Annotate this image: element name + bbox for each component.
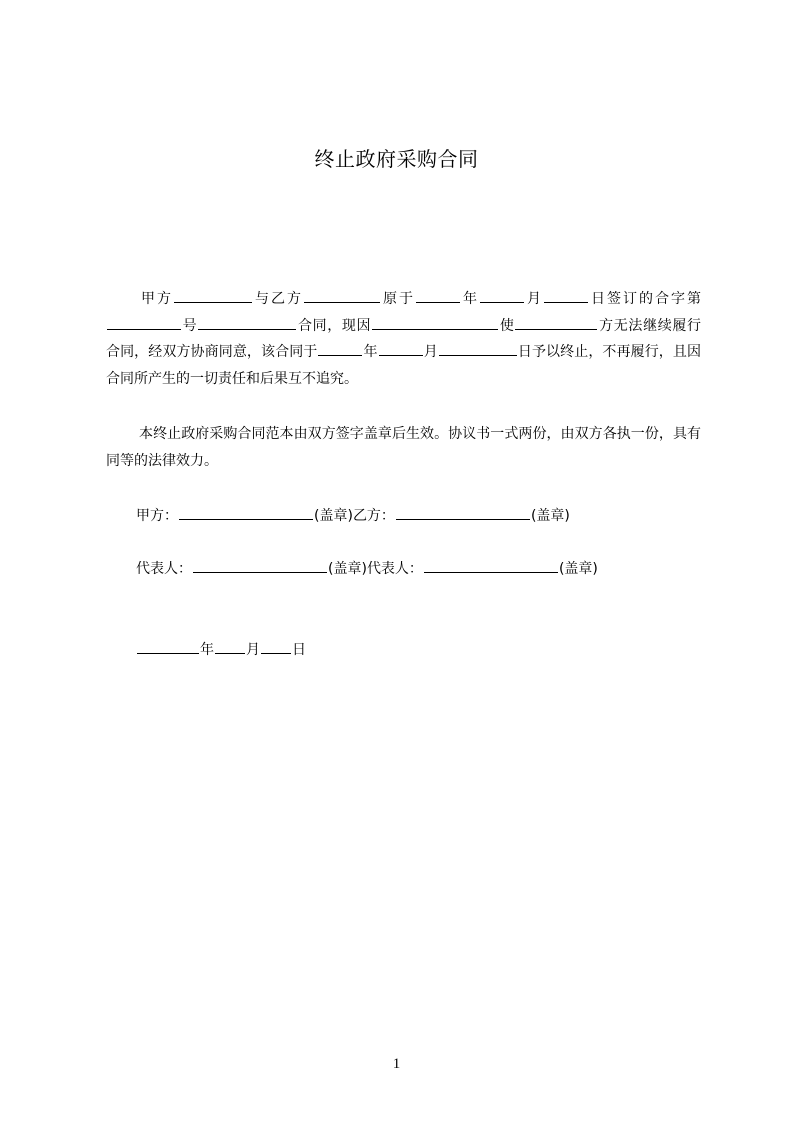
document-title: 终止政府采购合同	[314, 147, 479, 171]
signature-line-parties	[136, 505, 570, 525]
blank-contract-number[interactable]	[107, 315, 181, 330]
paragraph-effectiveness	[106, 421, 701, 474]
blank-sign-year[interactable]	[416, 288, 460, 303]
text-month-2: 月	[423, 344, 438, 360]
text-contract-now-due-to: 合同，现因	[297, 317, 372, 334]
blank-party-b-signature[interactable]	[396, 505, 530, 520]
signature-line-representatives	[136, 558, 598, 578]
blank-party-b-name[interactable]	[304, 288, 380, 303]
label-rep-seal-b: (盖章)	[558, 561, 598, 577]
blank-terminate-day[interactable]	[439, 341, 517, 356]
blank-date-year[interactable]	[137, 639, 199, 654]
label-date-day: 日	[292, 642, 306, 658]
blank-party-a-signature[interactable]	[179, 505, 313, 520]
label-date-month: 月	[246, 642, 260, 658]
label-party-b: 乙方：	[352, 508, 395, 524]
label-seal-b: (盖章)	[530, 508, 570, 524]
text-effectiveness: 本终止政府采购合同范本由双方签字盖章后生效。协议书一式两份，由双方各执一份，具有同等的法律效力。	[106, 426, 701, 469]
label-date-year: 年	[200, 642, 214, 658]
blank-date-month[interactable]	[215, 639, 245, 654]
paragraph-termination-terms	[106, 286, 701, 392]
text-originally-on: 原于	[381, 291, 415, 307]
blank-terminate-month[interactable]	[379, 341, 423, 356]
text-party-a: 甲方	[139, 291, 173, 307]
text-performance-agreed: 履行合同，经双方协商同意，该合同于	[106, 317, 702, 360]
blank-sign-day[interactable]	[544, 288, 588, 303]
blank-contract-name[interactable]	[198, 315, 296, 330]
page-number: 1	[392, 1056, 401, 1072]
blank-party-a-name[interactable]	[174, 288, 252, 303]
text-number: 号	[182, 317, 198, 334]
text-terminated-no-liability: 日予以终止，不再履行，且因合同所产生的一切责任和后果互不追究。	[106, 344, 701, 387]
date-line	[136, 639, 306, 659]
blank-date-day[interactable]	[261, 639, 291, 654]
label-rep-seal-a: (盖章)	[328, 561, 367, 577]
label-party-a: 甲方：	[136, 508, 178, 524]
blank-representative-b-signature[interactable]	[424, 558, 558, 573]
text-signed-contract-no: 日签订的合字第	[589, 291, 701, 307]
text-year-2: 年	[363, 344, 378, 360]
text-unable-to-continue: 方无法继续	[598, 317, 673, 334]
blank-party[interactable]	[515, 315, 597, 330]
text-year: 年	[461, 291, 479, 307]
text-and-party-b: 与乙方	[253, 291, 303, 307]
blank-representative-a-signature[interactable]	[193, 558, 327, 573]
label-seal-a: (盖章)	[314, 508, 353, 524]
blank-reason[interactable]	[372, 315, 498, 330]
blank-sign-month[interactable]	[480, 288, 524, 303]
label-representative-b: 代表人：	[366, 561, 423, 577]
label-representative-a: 代表人：	[136, 561, 192, 577]
text-causing: 使	[499, 317, 515, 334]
text-month: 月	[525, 291, 543, 307]
blank-terminate-year[interactable]	[318, 341, 362, 356]
